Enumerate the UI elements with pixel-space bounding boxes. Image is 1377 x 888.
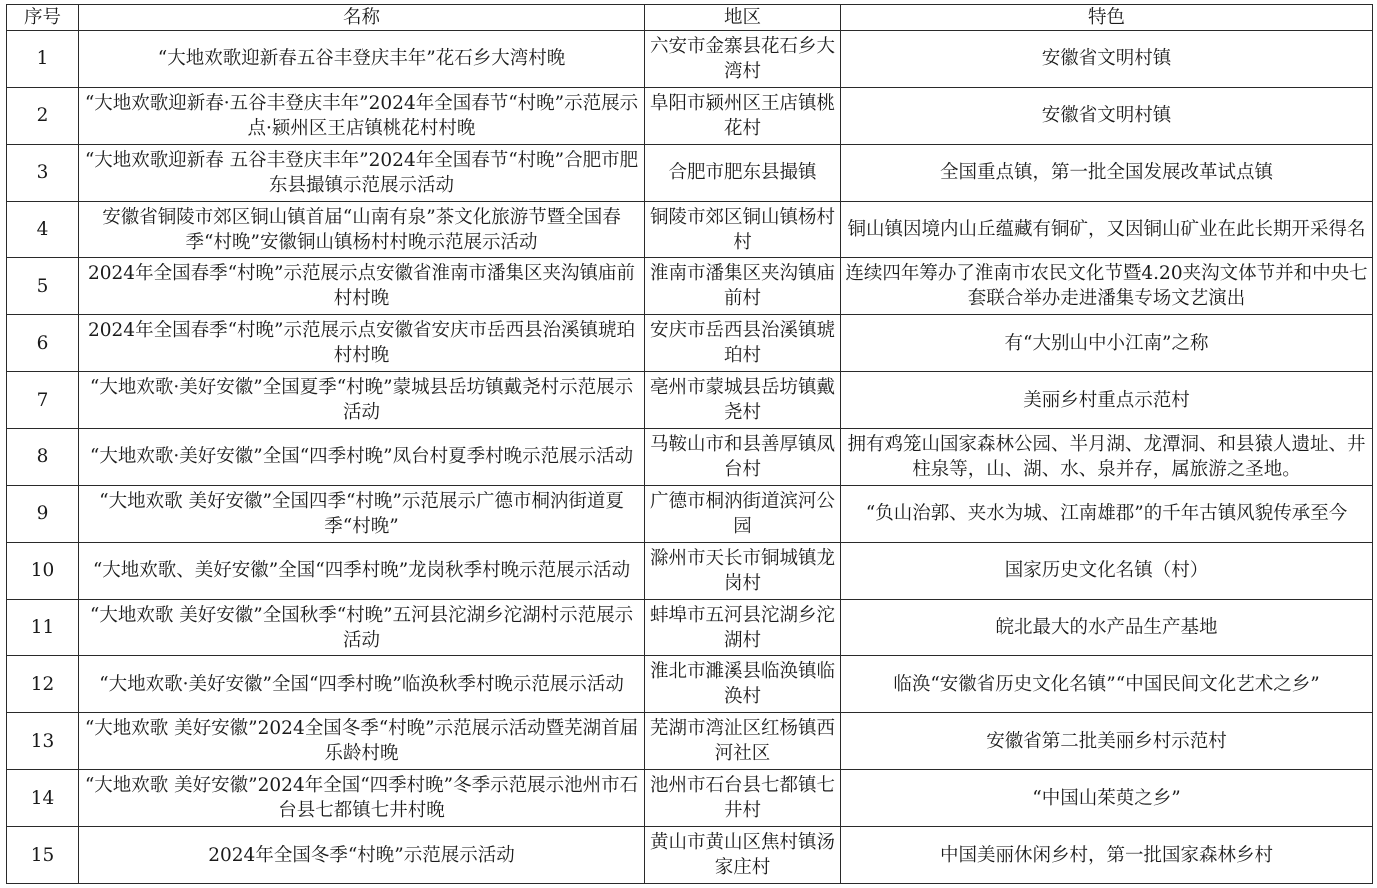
row-region: 六安市金寨县花石乡大湾村 bbox=[645, 31, 841, 88]
row-feature: 皖北最大的水产品生产基地 bbox=[841, 599, 1373, 656]
row-index: 14 bbox=[7, 770, 79, 827]
row-region: 安庆市岳西县治溪镇琥珀村 bbox=[645, 315, 841, 372]
row-region: 滁州市天长市铜城镇龙岗村 bbox=[645, 542, 841, 599]
row-name: 2024年全国春季“村晚”示范展示点安徽省淮南市潘集区夹沟镇庙前村村晚 bbox=[79, 258, 645, 315]
row-feature: “负山治郭、夹水为城、江南雄郡”的千年古镇风貌传承至今 bbox=[841, 485, 1373, 542]
row-region: 马鞍山市和县善厚镇凤台村 bbox=[645, 429, 841, 486]
row-feature: 全国重点镇，第一批全国发展改革试点镇 bbox=[841, 144, 1373, 201]
row-feature: 国家历史文化名镇（村） bbox=[841, 542, 1373, 599]
row-index: 3 bbox=[7, 144, 79, 201]
table-row bbox=[7, 31, 1373, 88]
row-index: 8 bbox=[7, 429, 79, 486]
table-row bbox=[7, 429, 1373, 486]
row-index: 11 bbox=[7, 599, 79, 656]
row-name: “大地欢歌 美好安徽”全国四季“村晚”示范展示广德市桐汭街道夏季“村晚” bbox=[79, 485, 645, 542]
row-feature: 美丽乡村重点示范村 bbox=[841, 372, 1373, 429]
row-index: 13 bbox=[7, 713, 79, 770]
row-feature: 安徽省文明村镇 bbox=[841, 87, 1373, 144]
header-index: 序号 bbox=[7, 5, 79, 31]
table-row bbox=[7, 485, 1373, 542]
villages-table bbox=[6, 4, 1373, 884]
row-region: 铜陵市郊区铜山镇杨村村 bbox=[645, 201, 841, 258]
row-index: 4 bbox=[7, 201, 79, 258]
row-name: “大地欢歌迎新春 五谷丰登庆丰年”2024年全国春节“村晚”合肥市肥东县撮镇示范展示活动 bbox=[79, 144, 645, 201]
row-name: “大地欢歌 美好安徽”2024年全国“四季村晚”冬季示范展示池州市石台县七都镇七井村晚 bbox=[79, 770, 645, 827]
row-name: “大地欢歌·美好安徽”全国“四季村晚”凤台村夏季村晚示范展示活动 bbox=[79, 429, 645, 486]
row-index: 2 bbox=[7, 87, 79, 144]
table-row bbox=[7, 144, 1373, 201]
row-name: “大地欢歌迎新春五谷丰登庆丰年”花石乡大湾村晚 bbox=[79, 31, 645, 88]
header-row bbox=[7, 5, 1373, 31]
table-header bbox=[7, 5, 1373, 31]
table-row bbox=[7, 315, 1373, 372]
row-name: 2024年全国冬季“村晚”示范展示活动 bbox=[79, 827, 645, 884]
table-row bbox=[7, 87, 1373, 144]
row-index: 15 bbox=[7, 827, 79, 884]
row-region: 淮北市濉溪县临涣镇临涣村 bbox=[645, 656, 841, 713]
row-region: 池州市石台县七都镇七井村 bbox=[645, 770, 841, 827]
row-index: 5 bbox=[7, 258, 79, 315]
row-feature: 安徽省文明村镇 bbox=[841, 31, 1373, 88]
header-feature: 特色 bbox=[841, 5, 1373, 31]
row-region: 阜阳市颍州区王店镇桃花村 bbox=[645, 87, 841, 144]
row-region: 广德市桐汭街道滨河公园 bbox=[645, 485, 841, 542]
row-region: 亳州市蒙城县岳坊镇戴尧村 bbox=[645, 372, 841, 429]
row-feature: “中国山茱萸之乡” bbox=[841, 770, 1373, 827]
row-region: 淮南市潘集区夹沟镇庙前村 bbox=[645, 258, 841, 315]
header-region: 地区 bbox=[645, 5, 841, 31]
row-name: “大地欢歌 美好安徽”2024全国冬季“村晚”示范展示活动暨芜湖首届乐龄村晚 bbox=[79, 713, 645, 770]
table-row bbox=[7, 542, 1373, 599]
table-row bbox=[7, 201, 1373, 258]
row-name: “大地欢歌 美好安徽”全国秋季“村晚”五河县沱湖乡沱湖村示范展示活动 bbox=[79, 599, 645, 656]
header-name: 名称 bbox=[79, 5, 645, 31]
table-row bbox=[7, 827, 1373, 884]
row-feature: 有“大别山中小江南”之称 bbox=[841, 315, 1373, 372]
row-name: “大地欢歌·美好安徽”全国夏季“村晚”蒙城县岳坊镇戴尧村示范展示活动 bbox=[79, 372, 645, 429]
row-index: 6 bbox=[7, 315, 79, 372]
row-name: 安徽省铜陵市郊区铜山镇首届“山南有泉”茶文化旅游节暨全国春季“村晚”安徽铜山镇杨村村晚示范展示活动 bbox=[79, 201, 645, 258]
row-index: 7 bbox=[7, 372, 79, 429]
row-region: 芜湖市湾沚区红杨镇西河社区 bbox=[645, 713, 841, 770]
row-region: 黄山市黄山区焦村镇汤家庄村 bbox=[645, 827, 841, 884]
row-name: “大地欢歌迎新春·五谷丰登庆丰年”2024年全国春节“村晚”示范展示点·颍州区王店镇桃花村村晚 bbox=[79, 87, 645, 144]
row-feature: 中国美丽休闲乡村，第一批国家森林乡村 bbox=[841, 827, 1373, 884]
row-feature: 连续四年筹办了淮南市农民文化节暨4.20夹沟文体节并和中央七套联合举办走进潘集专场文艺演出 bbox=[841, 258, 1373, 315]
row-name: 2024年全国春季“村晚”示范展示点安徽省安庆市岳西县治溪镇琥珀村村晚 bbox=[79, 315, 645, 372]
table-row bbox=[7, 770, 1373, 827]
row-region: 蚌埠市五河县沱湖乡沱湖村 bbox=[645, 599, 841, 656]
row-feature: 拥有鸡笼山国家森林公园、半月湖、龙潭洞、和县猿人遗址、井柱泉等，山、湖、水、泉并存，属旅游之圣地。 bbox=[841, 429, 1373, 486]
row-index: 10 bbox=[7, 542, 79, 599]
row-name: “大地欢歌·美好安徽”全国“四季村晚”临涣秋季村晚示范展示活动 bbox=[79, 656, 645, 713]
table-row bbox=[7, 372, 1373, 429]
row-region: 合肥市肥东县撮镇 bbox=[645, 144, 841, 201]
row-index: 12 bbox=[7, 656, 79, 713]
row-index: 9 bbox=[7, 485, 79, 542]
row-feature: 临涣“安徽省历史文化名镇”“中国民间文化艺术之乡” bbox=[841, 656, 1373, 713]
row-feature: 铜山镇因境内山丘蕴藏有铜矿，又因铜山矿业在此长期开采得名 bbox=[841, 201, 1373, 258]
row-feature: 安徽省第二批美丽乡村示范村 bbox=[841, 713, 1373, 770]
table-row bbox=[7, 599, 1373, 656]
row-index: 1 bbox=[7, 31, 79, 88]
row-name: “大地欢歌、美好安徽”全国“四季村晚”龙岗秋季村晚示范展示活动 bbox=[79, 542, 645, 599]
table-row bbox=[7, 258, 1373, 315]
table-row bbox=[7, 656, 1373, 713]
table-body bbox=[7, 31, 1373, 884]
table-row bbox=[7, 713, 1373, 770]
